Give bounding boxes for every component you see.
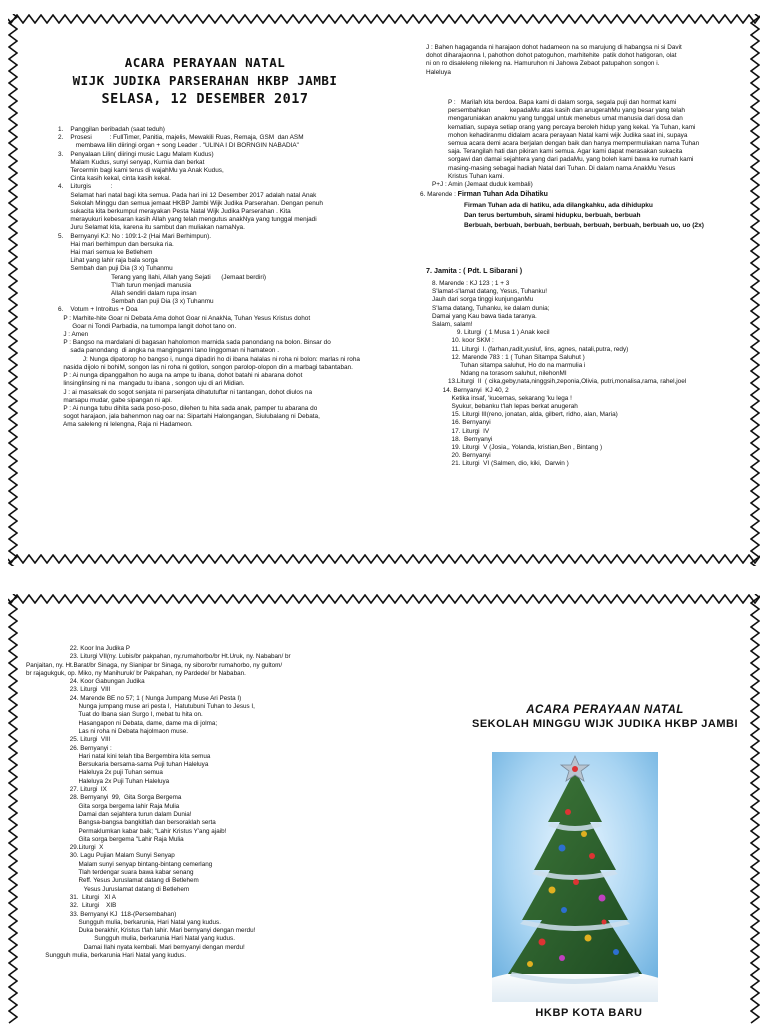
program-line: ni on ro disaleleng nileleng na. Hamuruhon ni Jahowa Zebaot patupahon songon i. — [426, 60, 660, 68]
prayer-line: mohon kehadiranmu didalam acara perayaan Natal kami wijk Judika saat ini, supaya — [448, 131, 688, 139]
program-line: 23. Liturgi VII(ny. Lubis/br pakpahan, ny.rumahorbo/br Ht.Uruk, ny. Nababan/ br — [26, 653, 291, 661]
program-line: nasida dijolo ni bohiM, songon las ni roha ni gotilon, songon parolop-olopon din a marbagi tabantaban. — [58, 363, 353, 371]
program-line: Salam, salam! — [432, 321, 473, 329]
program-line: Tlah terdengar suara bawa kabar senang — [26, 869, 194, 877]
header-line-1: ACARA PERAYAAN NATAL — [124, 55, 286, 70]
left-border-2 — [8, 594, 18, 1024]
program-line: Permaklumkan kabar baik; "Lahir Kristus Y'ang ajaib! — [26, 827, 227, 835]
program-line: Malam Kudus, sunyi senyap, Kurnia dan berkat — [58, 158, 205, 166]
cover-heading — [470, 704, 740, 731]
program-line: Gita sorga bergema lahir Raja Mulia — [26, 802, 180, 810]
program-line: Goar ni Tondi Parbadia, na tumompa langit dohot tano on. — [58, 322, 237, 330]
bottom-border — [8, 554, 760, 564]
program-line: P : Marhite-hite Goar ni Debata Ama dohot Goar ni AnakNa, Tuhan Yesus Kristus dohot — [58, 314, 311, 322]
program-line: P : Ai nunga tubu dihita sada poso-poso, dilehen tu hita sada anak, pamper tu abarana do — [58, 404, 318, 412]
program-line: 1. Panggilan beribadah (saat teduh) — [58, 126, 165, 133]
prayer-line: semua acara demi acara berjalan dengan baik dan hanya mempermuliakan nama Tuhan — [448, 140, 700, 148]
program-line: marsapu mudar, gabe sipangan ni api. — [58, 396, 173, 404]
program-line: 21. Liturgi VI (Salmen, dio, kiki, Darwin ) — [432, 460, 569, 468]
program-line: Lihat yang lahir raja bala sorga — [58, 257, 158, 265]
program-line: 19. Liturgi V (Josia,, Yolanda, kristian,Ben , Bintang ) — [432, 444, 603, 452]
program-line: 14. Bernyanyi KJ 40, 2 — [432, 386, 509, 394]
program-line: linsinglinsing ni na mangadu tu ibana , songon uju di ari Midian. — [58, 380, 245, 388]
program-line: Haleluya 2x Puji Tuhan Haleluya — [26, 777, 170, 785]
program-line: 10. koor SKM : — [432, 337, 494, 345]
program-line: 33. Bernyanyi KJ 118-(Persembahan) — [26, 910, 177, 918]
program-line: 25. Liturgi VIII — [26, 736, 111, 744]
program-line: J: Nunga dipatorop ho bangso i, nunga dipadiri ho di ibana halalas ni roha ni bolon: marlas ni roha — [58, 355, 360, 363]
cover-subtitle: SEKOLAH MINGGU WIJK JUDIKA HKBP JAMBI — [471, 718, 739, 731]
header-line-3: SELASA, 12 DESEMBER 2017 — [101, 91, 309, 107]
program-line: 9. Liturgi ( 1 Musa 1 ) Anak kecil — [432, 329, 550, 337]
program-line: S'lama datang, Tuhanku, ke dalam dunia; — [432, 304, 550, 312]
program-line: J : Bahen hagaganda ni harajaon dohot hadameon na so marujung di habangsa ni si Davit — [426, 44, 682, 51]
cover-title: ACARA PERAYAAN NATAL — [526, 704, 684, 716]
program-line: P : Ai nunga dipanggalhon ho auga na ampe tu ibana, dohot batahi ni abarana dohot — [58, 372, 303, 380]
prayer-text — [448, 99, 742, 181]
program-line: 22. Koor Ina Judika P — [26, 645, 130, 652]
prayer-line: P : Marilah kita berdoa. Bapa kami di dalam sorga, segala puji dan hormat kami — [448, 99, 677, 106]
program-line: Tuat do Ibana sian Surgo I, mebat tu hita on. — [26, 711, 203, 719]
program-line: Bangsa-bangsa bangkitlah dan bersoraklah serta — [26, 819, 216, 827]
program-line: Cinta kasih kekal, cinta kasih kekal. — [58, 175, 171, 183]
program-line: P : Bangso na mardalani di bagasan haholomon marnida sada panondang na bolon. Binsar do — [58, 339, 331, 347]
program-line: Terang yang Ilahi, Allah yang Sejati (Jemaat berdiri) — [58, 273, 267, 281]
marende-lyrics — [464, 201, 754, 231]
lyric-line: Dan terus bertumbuh, sirami hidupku, berbuah, berbuah — [464, 212, 641, 219]
program-left-column — [58, 126, 394, 430]
marende-label: 6. Marende : — [420, 191, 456, 198]
prayer-line: mengaruniakan anakmu yang tunggal untuk menebus umat manusia dari dosa dan — [448, 115, 683, 123]
program-line: Haleluya 2x puji Tuhan semua — [26, 769, 163, 777]
program-line: 8. Marende : KJ 123 ; 1 + 3 — [432, 280, 510, 287]
program-line: Hai mari semua ke Betlehem — [58, 249, 153, 257]
program-line: 6. Votum + Introitus + Doa — [58, 306, 138, 314]
program-line: Malam sunyi senyap bintang-bintang cemerlang — [26, 860, 213, 868]
program-line: Damai yang Kau bawa tiada taranya. — [432, 312, 537, 320]
program-line: Sungguh mulia, berkarunia Hari Natal yang kudus. — [26, 951, 186, 959]
program-line: sada panondang di angka na manginganni tano linggoman ni hamateon . — [58, 347, 279, 355]
program-line: Hasangapon ni Debata, dame, dame ma di jolma; — [26, 719, 218, 727]
program-line: merayukuri kebesaran kasih Allah yang telah mengutus anakNya yang tunggal menjadi — [58, 216, 317, 224]
program-line: S'lamat-s'lamat datang, Yesus, Tuhanku! — [432, 288, 548, 296]
program-line: Haleluya — [426, 68, 451, 76]
program-line: 24. Marende BE no 57; 1 ( Nunga Jumpang Muse Ari Pesta I) — [26, 694, 242, 702]
program-line: Panjaitan, ny. Ht.Barat/br Sinaga, ny Sianipar br Sinaga, ny siboro/br rumahorbo, ny gultom/ — [26, 661, 283, 669]
program-line: 11. Liturgi I. (farhan,radit,yusluf, lins, agnes, natali,putra, redy) — [432, 345, 629, 353]
program-line: Sekolah Minggu dan semua jemaat HKBP Jambi Wijk Judika Parserahan. Dengan penuh — [58, 199, 323, 207]
program-line: membawa lilin diiringi organ + song Leader . "ULINA I DI BORNGIN NABADIA" — [58, 142, 299, 150]
program-line: 13.Liturgi II ( cika,geby,nata,ninggsih,zeponia,Olivia, putri,monalisa,rama, rahel,joel — [432, 378, 687, 386]
prayer-line: saja. Terangilah hati dan pikiran kami semua. Agar kami dapat merasakan sukacita — [448, 148, 683, 156]
program-line: dohot diharajaonna I, pahothon dohot patoguhon, marhitehite patik dohot hatigoran, olat — [426, 52, 677, 60]
program-line: Bersukaria bersama-sama Puji tuhan Haleluya — [26, 761, 209, 769]
program-line: sukacita kita berkumpul merayakan Pesta Natal Wijk Judika Parserahan . Kita — [58, 208, 291, 216]
program-line: Selamat hari natal bagi kita semua. Pada hari ini 12 Desember 2017 adalah natal Anak — [58, 191, 317, 199]
program-line: 27. Liturgi IX — [26, 786, 107, 794]
program-line: 5. Bernyanyi KJ: No : 109:1-2 (Hai Mari Berhimpun). — [58, 232, 212, 240]
lyric-line: Firman Tuhan ada di hatiku, ada dilangkahku, ada dihidupku — [464, 202, 653, 209]
program-line: 26. Bernyanyi : — [26, 744, 112, 752]
program-line: Ama saleleng ni lelengna, Raja ni Hadameon. — [58, 421, 193, 429]
program-line: Sembah dan puji Dia (3 x) Tuhanmu — [58, 298, 214, 306]
prayer-line: sorgawi dan damai sejahtera yang dari padaMu, yang boleh kami bawa ke rumah kami — [448, 156, 694, 164]
program-line: J : Amen — [58, 331, 89, 339]
christmas-tree-image — [492, 752, 658, 1002]
program-line: Sungguh mulia, berkarunia, Hari Natal yang kudus. — [26, 918, 221, 926]
top-border — [8, 14, 760, 24]
header-line-2: WIJK JUDIKA PARSERAHAN HKBP JAMBI — [72, 73, 338, 88]
program-line: sogot harajaon, jala bahenmon nag oar na: Sipartahi Halongangan, Siulubalang ni Debata, — [58, 413, 320, 421]
left-border — [8, 14, 18, 566]
program-line: 28. Bernyanyi 99, Gita Sorga Bergema — [26, 794, 182, 802]
program-line: 3. Penyalaan Lilin( diiringi music Lagu Malam Kudus) — [58, 150, 214, 158]
program-line: 24. Koor Gabungan Judika — [26, 678, 145, 686]
marende-title: Firman Tuhan Ada Dihatiku — [457, 191, 548, 198]
jamita-line — [426, 266, 726, 276]
program-line: Reff. Yesus Juruslamat datang di Betlehem — [26, 877, 199, 885]
program-line: br rajagukguk, op. Miko, ny Manihuruk/ br Pakpahan, ny Pardede/ br Nababan. — [26, 669, 246, 677]
program-line: Sungguh mulia, berkarunia Hari Natal yang kudus. — [26, 935, 235, 943]
marende-block — [420, 190, 750, 200]
program-line: 30. Lagu Pujian Malam Sunyi Senyap — [26, 852, 175, 860]
program-line: 17. Liturgi IV — [432, 427, 490, 435]
program-line: 20. Bernyanyi — [432, 452, 491, 460]
program-line: 16. Bernyanyi — [432, 419, 491, 427]
program-line: 15. Liturgi III(reno, jonatan, alda, gilbert, ridho, alan, Maria) — [432, 411, 618, 419]
program-line: Damai dan sejahtera turun dalam Dunia! — [26, 810, 192, 818]
program-page2-column — [26, 645, 426, 960]
program-right-top — [426, 44, 746, 77]
program-line: Syukur, bebanku t'lah lepas berkat anugerah — [432, 403, 578, 411]
program-line: Ketika insaf, 'kucemas, sekarang 'ku lega ! — [432, 394, 572, 402]
program-line: 18. Bernyanyi — [432, 435, 493, 443]
program-line: 12. Marende 783 : 1 ( Tuhan Sitampa Saluhut ) — [432, 353, 585, 361]
program-line: 29.Liturgi X — [26, 844, 104, 852]
program-line: 23. Liturgi VIII — [26, 686, 111, 694]
program-line: Jauh dari sorga tinggi kunjunganMu — [432, 296, 534, 304]
program-line: 4. Liturgis : — [58, 183, 113, 191]
prayer-line: kematian, supaya setiap orang yang percaya beroleh hidup yang kekal. Ya Tuhan, kami — [448, 123, 696, 131]
prayer-line: persembahkan kepadaMu atas kasih dan anugerahMu yang besar yang telah — [448, 107, 685, 115]
program-line: T'lah turun menjadi manusia — [58, 281, 192, 289]
program-line: J : ai masaksak do sogot senjata ni parsenjata dihatutuftar ni tantangan, dohot diulos na — [58, 388, 313, 396]
program-line: Sembah dan puji Dia (3 x) Tuhanmu — [58, 265, 173, 273]
program-right-bottom — [432, 280, 762, 469]
program-line: Tercermin bagi kami terus di wajahMu ya Anak Kudus, — [58, 167, 224, 175]
program-line: Yesus Juruslamat datang di Betlehem — [26, 885, 190, 893]
program-line: Allah sendiri dalam rupa insan — [58, 290, 197, 298]
lyric-line: Berbuah, berbuah, berbuah, berbuah, berbuah, berbuah, berbuah uo, uo (2x) — [464, 222, 704, 229]
prayer-line: masing-masing sebagai hadiah Natal dari Tuhan. Di dalam nama AnakMu Yesus — [448, 164, 676, 172]
program-line: 31. Liturgi XI A — [26, 893, 116, 901]
program-line: 32. Liturgi XIB — [26, 902, 117, 910]
program-line: 2. Prosesi : FullTimer, Panitia, majelis, Mewakili Ruas, Remaja, GSM dan ASM — [58, 134, 304, 142]
church-name: HKBP KOTA BARU — [535, 1007, 643, 1019]
jamita-text: 7. Jamita : ( Pdt. L Sibarani ) — [426, 266, 523, 275]
program-line: Tuhan sitampa saluhut, Ho do na marmulia i — [432, 362, 586, 370]
program-line: Ndang na torasom saluhut, nilehonMI — [432, 370, 567, 378]
amen-line — [432, 181, 732, 189]
program-line: Gita sorga bergema "Lahir Raja Mulia — [26, 835, 184, 843]
program-line: Nunga jumpang muse ari pesta I, Hatutubuni Tuhan to Jesus I, — [26, 703, 255, 711]
christmas-tree-icon — [492, 752, 658, 1002]
program-line: Las ni roha ni Debata hajolmaon muse. — [26, 727, 189, 735]
program-line: Juru Selamat kita, karena itu sambut dan muliakan namaNya. — [58, 224, 245, 232]
program-header — [40, 54, 370, 108]
program-line: Hai mari berhimpun dan bersuka ria. — [58, 240, 174, 248]
right-border-2 — [750, 594, 760, 1024]
program-line: Duka berakhir, Kristus t'lah lahir. Mari bernyanyi dengan merdu! — [26, 927, 256, 935]
prayer-line: Kristus Tuhan kami. — [448, 172, 505, 180]
top-border-2 — [8, 594, 760, 604]
program-line: Damai Ilahi nyata kembali. Mari bernyanyi dengan merdu! — [26, 943, 245, 951]
program-line: Hari natal kini telah tiba Bergembira kita semua — [26, 752, 211, 760]
pj-text: P+J : Amin (Jemaat duduk kembali) — [432, 181, 533, 188]
